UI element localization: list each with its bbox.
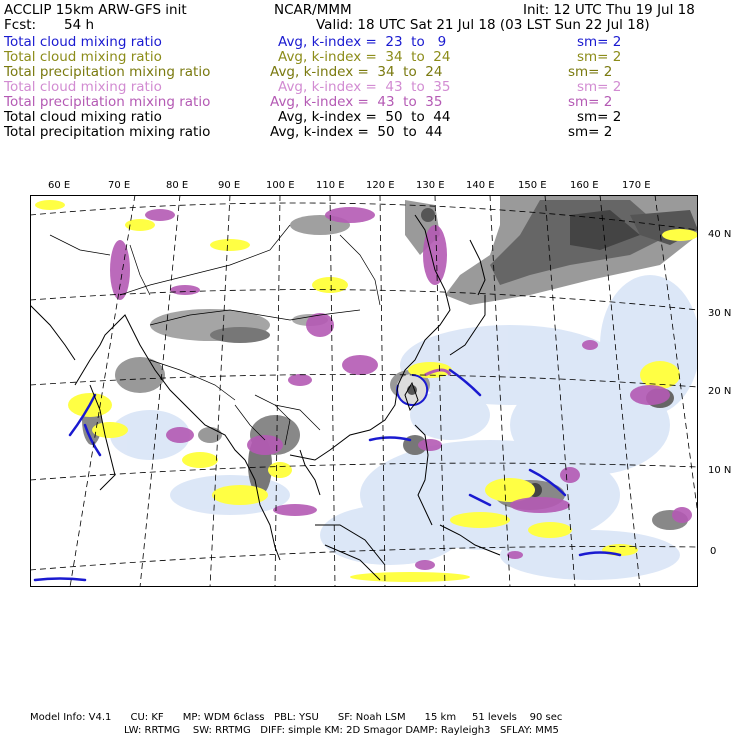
legend-field-7: Total precipitation mixing ratio xyxy=(4,124,211,140)
lon-label-120e: 120 E xyxy=(366,180,395,191)
legend-avg-7: Avg, k-index = 50 to 44 xyxy=(270,124,443,140)
lon-label-60e: 60 E xyxy=(48,180,71,191)
lat-label-10n: 10 N xyxy=(708,465,732,476)
header-fcst-value: 54 h xyxy=(64,17,95,33)
footer-model-info-line2: LW: RRTMG SW: RRTMG DIFF: simple KM: 2D Smagor DAMP: Rayleigh3 SFLAY: MM5 xyxy=(124,725,559,736)
lon-label-130e: 130 E xyxy=(416,180,445,191)
legend-sm-3: sm= 2 xyxy=(568,64,613,80)
lat-label-30n: 30 N xyxy=(708,308,732,319)
lon-label-160e: 160 E xyxy=(570,180,599,191)
legend-field-3: Total precipitation mixing ratio xyxy=(4,64,211,80)
header-fcst-label: Fcst: xyxy=(4,17,37,33)
lon-label-100e: 100 E xyxy=(266,180,295,191)
lon-label-90e: 90 E xyxy=(218,180,241,191)
lon-label-80e: 80 E xyxy=(166,180,189,191)
legend-avg-6: Avg, k-index = 50 to 44 xyxy=(278,109,451,125)
map-svg xyxy=(30,195,698,587)
legend-field-5: Total precipitation mixing ratio xyxy=(4,94,211,110)
legend-sm-5: sm= 2 xyxy=(568,94,613,110)
legend-avg-2: Avg, k-index = 34 to 24 xyxy=(278,49,451,65)
lon-label-170e: 170 E xyxy=(622,180,651,191)
map-panel xyxy=(30,195,698,587)
lon-label-150e: 150 E xyxy=(518,180,547,191)
legend-sm-6: sm= 2 xyxy=(577,109,622,125)
legend-field-6: Total cloud mixing ratio xyxy=(4,109,162,125)
lat-label-0: 0 xyxy=(710,546,717,557)
legend-sm-2: sm= 2 xyxy=(577,49,622,65)
legend-avg-5: Avg, k-index = 43 to 35 xyxy=(270,94,443,110)
legend-field-1: Total cloud mixing ratio xyxy=(4,34,162,50)
legend-sm-1: sm= 2 xyxy=(577,34,622,50)
legend-field-2: Total cloud mixing ratio xyxy=(4,49,162,65)
lon-label-70e: 70 E xyxy=(108,180,131,191)
legend-avg-4: Avg, k-index = 43 to 35 xyxy=(278,79,451,95)
header-title: ACCLIP 15km ARW-GFS init xyxy=(4,2,187,18)
legend-sm-7: sm= 2 xyxy=(568,124,613,140)
header-init: Init: 12 UTC Thu 19 Jul 18 xyxy=(523,2,695,18)
lat-label-20n: 20 N xyxy=(708,386,732,397)
lon-label-140e: 140 E xyxy=(466,180,495,191)
lat-label-40n: 40 N xyxy=(708,229,732,240)
legend-avg-3: Avg, k-index = 34 to 24 xyxy=(270,64,443,80)
legend-field-4: Total cloud mixing ratio xyxy=(4,79,162,95)
legend-sm-4: sm= 2 xyxy=(577,79,622,95)
footer-model-info-line1: Model Info: V4.1 CU: KF MP: WDM 6class PBL: YSU SF: Noah LSM 15 km 51 levels 90 sec xyxy=(30,712,563,723)
lon-label-110e: 110 E xyxy=(316,180,345,191)
header-center: NCAR/MMM xyxy=(274,2,352,18)
header-valid: Valid: 18 UTC Sat 21 Jul 18 (03 LST Sun 22 Jul 18) xyxy=(316,17,650,33)
legend-avg-1: Avg, k-index = 23 to 9 xyxy=(278,34,447,50)
